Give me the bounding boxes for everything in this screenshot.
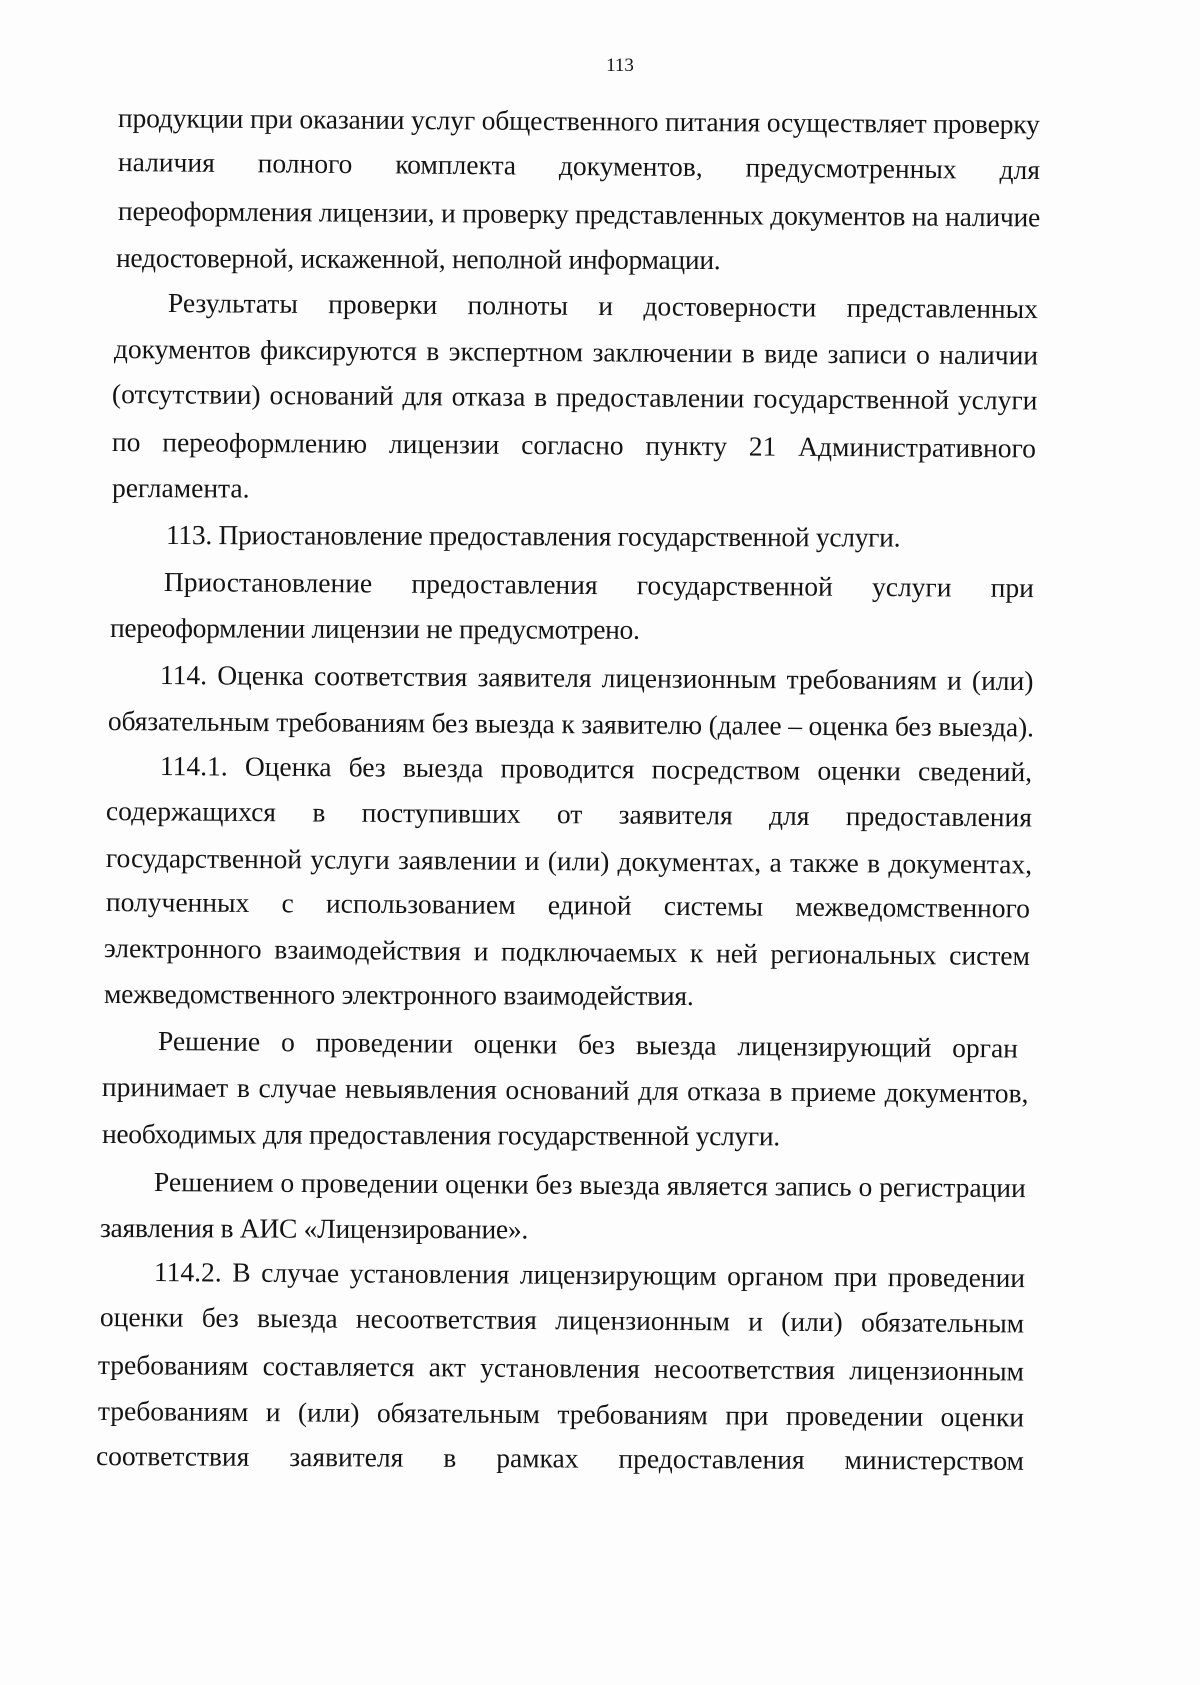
- text-line: регламента.: [111, 472, 250, 504]
- text-line: 114. Оценка соответствия заявителя лицензионным требованиям и (или): [159, 659, 1034, 697]
- line-word: использованием: [325, 887, 516, 920]
- line-word: полноты: [467, 289, 569, 321]
- line-word: 21: [748, 430, 777, 462]
- text-line: [112, 428, 1036, 462]
- text-line: [164, 568, 1034, 602]
- line-word: для: [768, 799, 810, 831]
- line-word: достоверности: [643, 290, 817, 323]
- text-line: 114.2. В случае установления лицензирующим органом при проведении: [153, 1256, 1026, 1294]
- line-word: согласно: [521, 428, 624, 461]
- line-word: наличия: [117, 146, 215, 178]
- line-word: государственной: [636, 569, 833, 602]
- line-word: полного: [257, 147, 353, 180]
- text-line: государственной услуги заявлении и (или) документах, а также в документах,: [105, 842, 1033, 880]
- text-line: обязательным требованиям без выезда к заявителю (далее – оценка без выезда).: [107, 705, 1034, 743]
- text-line: межведомственного электронного взаимодействия.: [103, 978, 694, 1012]
- line-word: в: [312, 796, 326, 828]
- text-line: Решением о проведении оценки без выезда является запись о регистрации: [153, 1166, 1026, 1204]
- text-line: Решение о проведении оценки без выезда лицензирующий орган: [157, 1025, 1019, 1064]
- text-line: требованиям составляется акт установления несоответствия лицензионным: [97, 1349, 1025, 1387]
- text-line: переоформлении лицензии не предусмотрено.: [109, 612, 640, 645]
- line-word: единой: [547, 889, 632, 921]
- line-word: рамках: [496, 1442, 579, 1474]
- line-word: предоставления: [618, 1442, 805, 1475]
- text-line: заявления в АИС «Лицензирование».: [99, 1212, 529, 1245]
- line-word: услуги: [871, 570, 952, 603]
- line-word: поступивших: [361, 796, 521, 829]
- line-word: заявителя: [618, 798, 733, 831]
- text-line: [118, 148, 1040, 184]
- line-word: переоформлению: [162, 426, 368, 459]
- line-word: Результаты: [167, 287, 298, 319]
- line-word: межведомственного: [795, 890, 1031, 924]
- text-line: [96, 1442, 1024, 1474]
- text-line: недостоверной, искаженной, неполной информации.: [115, 242, 721, 276]
- line-word: документов,: [558, 149, 703, 183]
- text-line: оценки без выезда несоответствия лицензионным и (или) обязательным: [99, 1301, 1025, 1339]
- text-line: (отсутствии) оснований для отказа в предоставлении государственной услуги: [111, 378, 1038, 416]
- line-word: представленных: [846, 291, 1039, 325]
- page-number: 113: [606, 55, 634, 76]
- line-word: заявителя: [289, 1441, 404, 1473]
- text-line: [168, 289, 1038, 323]
- line-word: предусмотренных: [745, 151, 957, 185]
- text-line: документов фиксируются в экспертном заключении в виде записи о наличии: [113, 333, 1039, 371]
- text-line: принимает в случае невыявления оснований для отказа в приеме документов,: [101, 1071, 1029, 1109]
- line-word: полученных: [105, 886, 250, 918]
- text-line: требованиям и (или) обязательным требованиям при проведении оценки: [97, 1395, 1025, 1433]
- line-word: Административного: [798, 430, 1037, 464]
- line-word: комплекта: [395, 148, 517, 181]
- text-line: продукции при оказании услуг общественного питания осуществляет проверку: [117, 102, 1040, 140]
- text-line: 113. Приостановление предоставления государственной услуги.: [165, 519, 901, 553]
- line-word: при: [990, 571, 1035, 604]
- line-word: и: [598, 290, 614, 322]
- line-word: предоставления: [845, 800, 1033, 833]
- line-word: проверки: [328, 288, 438, 320]
- line-word: системы: [663, 889, 764, 922]
- text-line: переоформления лицензии, и проверку представленных документов на наличие: [117, 195, 1041, 233]
- line-word: пункту: [645, 429, 728, 462]
- line-word: соответствия: [95, 1440, 250, 1472]
- text-line: необходимых для предоставления государственной услуги.: [101, 1118, 780, 1152]
- line-word: в: [443, 1441, 457, 1473]
- line-word: Приостановление: [163, 566, 373, 599]
- line-word: содержащихся: [105, 795, 277, 828]
- text-line: электронного взаимодействия и подключаемых к ней региональных систем: [103, 932, 1031, 972]
- text-line: [106, 797, 1032, 831]
- line-word: лицензии: [388, 427, 500, 460]
- text-line: [106, 888, 1030, 922]
- line-word: с: [281, 887, 294, 919]
- line-word: по: [111, 426, 141, 458]
- line-word: для: [999, 153, 1041, 186]
- line-word: от: [556, 798, 583, 830]
- text-line: 114.1. Оценка без выезда проводится посредством оценки сведений,: [159, 750, 1033, 788]
- line-word: министерством: [844, 1443, 1025, 1476]
- line-word: предоставления: [411, 567, 598, 601]
